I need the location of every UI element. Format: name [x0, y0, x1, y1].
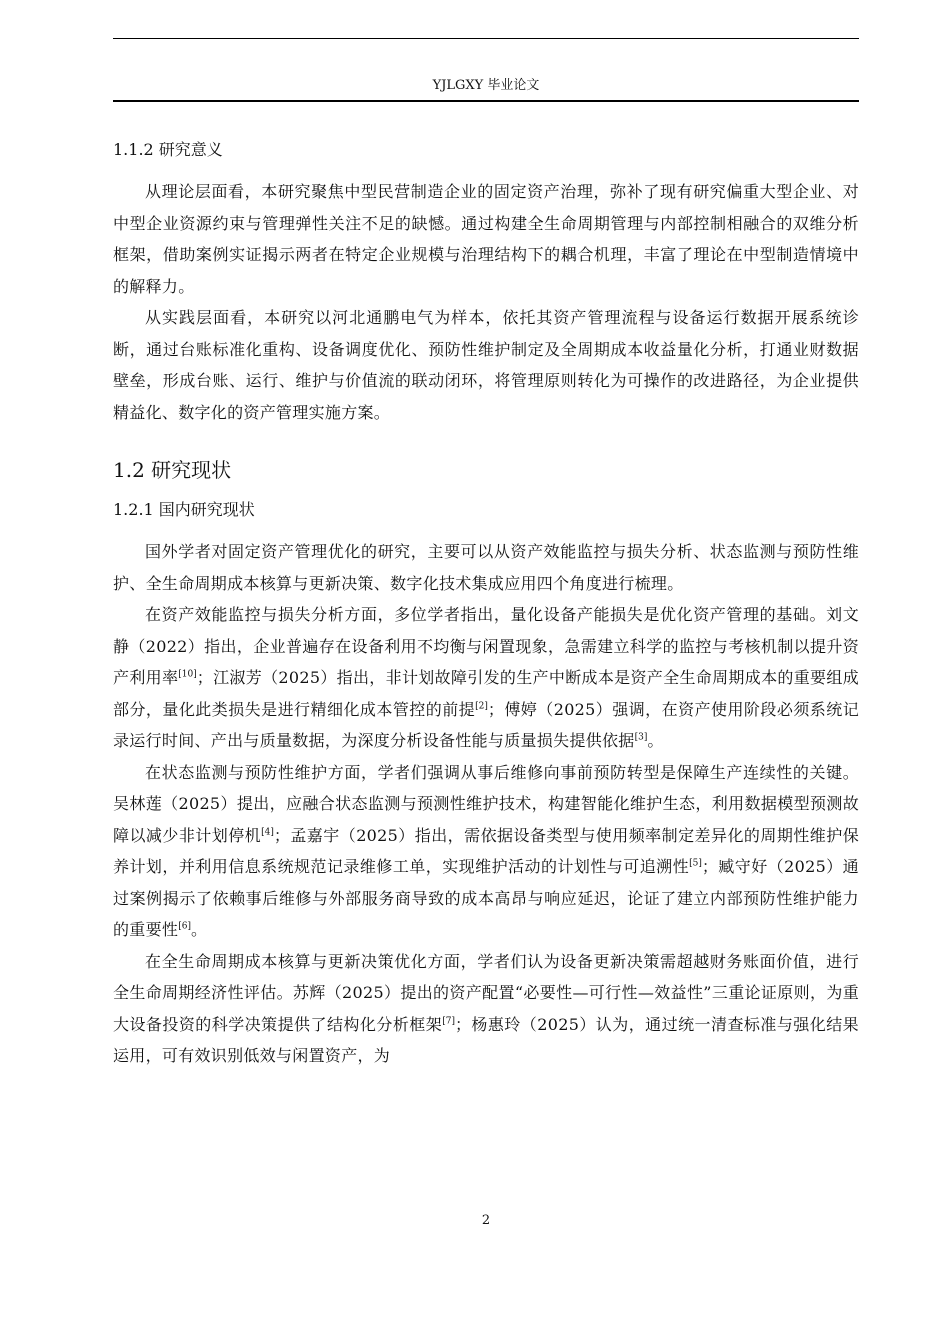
paragraph-text: 。 [190, 920, 208, 939]
page-body [113, 138, 859, 1072]
paragraph-text: ；臧守好（2025）通过案例揭示了依赖事后维修与外部服务商导致的成本高昂与响应延迟，论证了建立内部预防性维护能力的重要性 [113, 857, 859, 939]
paragraph-text: ；江淑芳（2025）指出，非计划故障引发的生产中断成本是资产全生命周期成本的重要组成部分，量化此类损失是进行精细化成本管控的前提 [113, 668, 859, 719]
paragraph: 从实践层面看，本研究以河北通鹏电气为样本，依托其资产管理流程与设备运行数据开展系统诊断，通过台账标准化重构、设备调度优化、预防性维护制定及全周期成本收益量化分析，打通业财数据壁垒，形成台账、运行、维护与价值流的联动闭环，将管理原则转化为可操作的改进路径，为企业提供精益化、数字化的资产管理实施方案。 [113, 308, 859, 422]
paragraph: 国外学者对固定资产管理优化的研究，主要可以从资产效能监控与损失分析、状态监测与预防性维护、全生命周期成本核算与更新决策、数字化技术集成应用四个角度进行梳理。 [113, 542, 859, 593]
paragraph-text: 。 [647, 731, 664, 750]
page-number: 2 [481, 1213, 491, 1228]
paragraph [113, 946, 859, 1072]
paragraph: 从理论层面看，本研究聚焦中型民营制造企业的固定资产治理，弥补了现有研究偏重大型企业、对中型企业资源约束与管理弹性关注不足的缺憾。通过构建全生命周期管理与内部控制相融合的双维分析框架，借助案例实证揭示两者在特定企业规模与治理结构下的耦合机理，丰富了理论在中型制造情境中的解释力。 [113, 182, 859, 296]
paragraph-text: 在全生命周期成本核算与更新决策优化方面，学者们认为设备更新决策需超越财务账面价值，进行全生命周期经济性评估。苏辉（2025）提出的资产配置“必要性—可行性—效益性”三重论证原则，为重大设备投资的科学决策提供了结构化分析框架 [113, 951, 859, 1034]
section-heading-1-2: 1.2 研究现状 [113, 458, 232, 482]
paragraph-text: ；杨惠玲（2025）认为，通过统一清查标准与强化结果运用，可有效识别低效与闲置资产，为 [113, 1014, 859, 1065]
citation: [7] [442, 1016, 455, 1027]
section-heading-1-1-2: 1.1.2 研究意义 [113, 140, 223, 159]
citation: [6] [178, 921, 191, 932]
paragraph-text: 在状态监测与预防性维护方面，学者们强调从事后维修向事前预防转型是保障生产连续性的关键。吴林莲（2025）提出，应融合状态监测与预测性维护技术，构建智能化维护生态，利用数据模型预测故障以减少非计划停机 [113, 762, 859, 845]
header-rule [113, 100, 859, 102]
citation: [10] [178, 669, 197, 680]
citation: [5] [689, 858, 702, 869]
citation: [2] [475, 701, 488, 712]
running-header: YJLGXY 毕业论文 [432, 78, 540, 93]
paragraph [113, 757, 859, 946]
paragraph-text: 在资产效能监控与损失分析方面，多位学者指出，量化设备产能损失是优化资产管理的基础。刘文静（2022）指出，企业普遍存在设备利用不均衡与闲置现象，急需建立科学的监控与考核机制以提升资产利用率 [113, 605, 859, 687]
paragraph-text: ；傅婷（2025）强调，在资产使用阶段必须系统记录运行时间、产出与质量数据，为深度分析设备性能与质量损失提供依据 [113, 699, 859, 750]
paragraph [113, 599, 859, 757]
citation: [3] [634, 732, 648, 743]
section-heading-1-2-1: 1.2.1 国内研究现状 [113, 500, 255, 519]
top-rule [113, 38, 859, 39]
paragraph-text: ；孟嘉宇（2025）指出，需依据设备类型与使用频率制定差异化的周期性维护保养计划，并利用信息系统规范记录维修工单，实现维护活动的计划性与可追溯性 [113, 825, 859, 876]
citation: [4] [261, 827, 274, 838]
